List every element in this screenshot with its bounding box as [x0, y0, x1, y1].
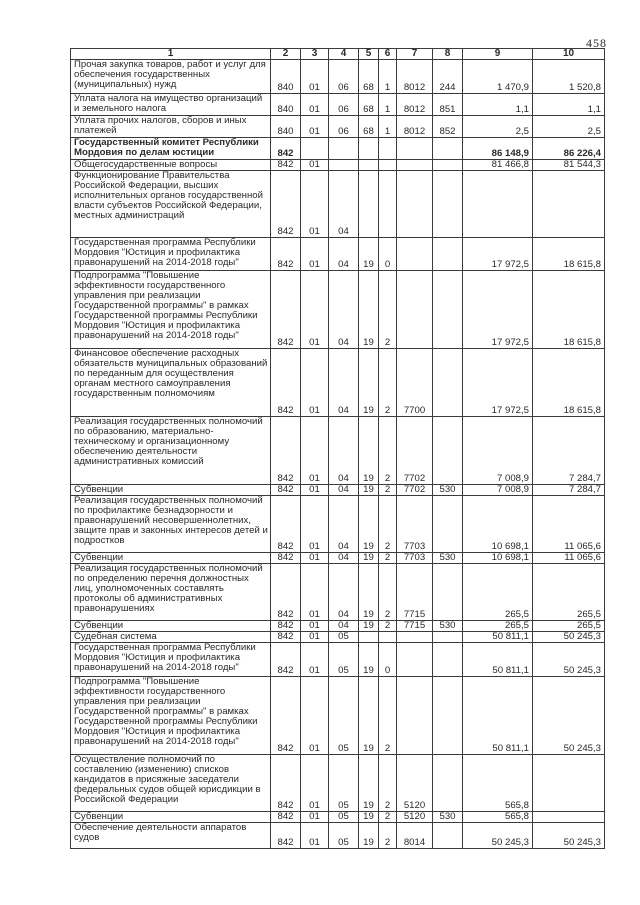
amount-col-10-cell [533, 755, 605, 812]
code-col-3-cell: 01 [301, 621, 329, 632]
code-col-4-cell: 05 [329, 632, 359, 643]
amount-col-9-cell: 50 811,1 [463, 632, 533, 643]
code-col-7-cell [397, 160, 433, 171]
row-name-cell: Реализация государственных полномочий по определению перечня должностных лиц, уполномоченных составлять протоколы об административных правонарушениях [71, 564, 271, 621]
row-name-cell: Общегосударственные вопросы [71, 160, 271, 171]
code-col-6-cell: 2 [379, 271, 397, 349]
code-col-4-cell: 06 [329, 94, 359, 116]
amount-col-10-cell: 50 245,3 [533, 632, 605, 643]
amount-col-9-cell: 2,5 [463, 116, 533, 138]
budget-table [70, 48, 605, 849]
amount-col-9-cell [463, 171, 533, 238]
code-col-8-cell: 530 [433, 621, 463, 632]
code-col-2-cell: 842 [271, 553, 301, 564]
code-col-7-cell: 7700 [397, 349, 433, 417]
table-row [71, 171, 605, 238]
code-col-5-cell: 19 [359, 349, 379, 417]
code-col-3-cell: 01 [301, 171, 329, 238]
table-body [71, 60, 605, 849]
code-col-7-cell: 5120 [397, 812, 433, 823]
code-col-7-cell: 7703 [397, 553, 433, 564]
code-col-2-cell: 842 [271, 564, 301, 621]
code-col-3-cell: 01 [301, 271, 329, 349]
code-col-5-cell [359, 138, 379, 160]
code-col-4-cell: 05 [329, 677, 359, 755]
code-col-8-cell: 851 [433, 94, 463, 116]
amount-col-10-cell: 265,5 [533, 564, 605, 621]
code-col-6-cell: 0 [379, 643, 397, 677]
amount-col-9-cell: 50 811,1 [463, 643, 533, 677]
code-col-5-cell: 19 [359, 485, 379, 496]
code-col-3-cell: 01 [301, 160, 329, 171]
header-col-2: 2 [271, 49, 301, 60]
table-row [71, 116, 605, 138]
header-row [71, 49, 605, 60]
code-col-2-cell: 842 [271, 496, 301, 553]
code-col-5-cell: 19 [359, 553, 379, 564]
code-col-6-cell: 2 [379, 823, 397, 849]
code-col-6-cell: 2 [379, 349, 397, 417]
row-name-cell: Субвенции [71, 485, 271, 496]
code-col-3-cell: 01 [301, 677, 329, 755]
code-col-2-cell: 842 [271, 643, 301, 677]
code-col-8-cell [433, 823, 463, 849]
code-col-4-cell [329, 160, 359, 171]
code-col-8-cell [433, 160, 463, 171]
table-row [71, 138, 605, 160]
code-col-7-cell: 8014 [397, 823, 433, 849]
code-col-3-cell: 01 [301, 632, 329, 643]
code-col-2-cell: 842 [271, 485, 301, 496]
code-col-8-cell [433, 138, 463, 160]
amount-col-9-cell: 81 466,8 [463, 160, 533, 171]
code-col-4-cell: 05 [329, 812, 359, 823]
code-col-4-cell: 04 [329, 621, 359, 632]
code-col-5-cell: 19 [359, 677, 379, 755]
code-col-2-cell: 840 [271, 94, 301, 116]
code-col-7-cell [397, 643, 433, 677]
table-row [71, 755, 605, 812]
amount-col-9-cell: 1 470,9 [463, 60, 533, 94]
amount-col-9-cell: 17 972,5 [463, 238, 533, 271]
amount-col-10-cell: 265,5 [533, 621, 605, 632]
amount-col-10-cell [533, 812, 605, 823]
amount-col-10-cell: 18 615,8 [533, 349, 605, 417]
code-col-5-cell: 19 [359, 643, 379, 677]
code-col-6-cell: 0 [379, 238, 397, 271]
code-col-4-cell: 04 [329, 417, 359, 485]
code-col-3-cell: 01 [301, 116, 329, 138]
row-name-cell: Субвенции [71, 553, 271, 564]
code-col-7-cell: 8012 [397, 94, 433, 116]
code-col-5-cell: 19 [359, 755, 379, 812]
amount-col-9-cell: 50 245,3 [463, 823, 533, 849]
row-name-cell: Государственная программа Республики Мордовия "Юстиция и профилактика правонарушений на 2014-2018 годы" [71, 643, 271, 677]
code-col-3-cell [301, 138, 329, 160]
code-col-6-cell: 2 [379, 485, 397, 496]
code-col-2-cell: 842 [271, 632, 301, 643]
code-col-8-cell: 530 [433, 485, 463, 496]
row-name-cell: Государственный комитет Республики Мордовия по делам юстиции [71, 138, 271, 160]
table-row [71, 632, 605, 643]
code-col-6-cell: 1 [379, 116, 397, 138]
code-col-4-cell: 04 [329, 485, 359, 496]
header-col-7: 7 [397, 49, 433, 60]
amount-col-10-cell: 1,1 [533, 94, 605, 116]
code-col-5-cell: 19 [359, 271, 379, 349]
amount-col-10-cell [533, 171, 605, 238]
code-col-8-cell: 852 [433, 116, 463, 138]
amount-col-10-cell: 1 520,8 [533, 60, 605, 94]
amount-col-9-cell: 86 148,9 [463, 138, 533, 160]
amount-col-9-cell: 7 008,9 [463, 485, 533, 496]
amount-col-9-cell: 565,8 [463, 755, 533, 812]
amount-col-10-cell: 11 065,6 [533, 496, 605, 553]
code-col-7-cell [397, 632, 433, 643]
code-col-3-cell: 01 [301, 60, 329, 94]
code-col-7-cell [397, 271, 433, 349]
code-col-7-cell [397, 171, 433, 238]
table-row [71, 553, 605, 564]
code-col-3-cell: 01 [301, 417, 329, 485]
header-col-8: 8 [433, 49, 463, 60]
code-col-2-cell: 842 [271, 138, 301, 160]
code-col-3-cell: 01 [301, 755, 329, 812]
code-col-6-cell [379, 632, 397, 643]
code-col-2-cell: 842 [271, 755, 301, 812]
code-col-5-cell [359, 632, 379, 643]
code-col-4-cell: 04 [329, 349, 359, 417]
code-col-7-cell [397, 238, 433, 271]
code-col-8-cell [433, 349, 463, 417]
code-col-2-cell: 842 [271, 621, 301, 632]
table-row [71, 823, 605, 849]
amount-col-10-cell: 11 065,6 [533, 553, 605, 564]
code-col-3-cell: 01 [301, 485, 329, 496]
row-name-cell: Реализация государственных полномочий по образованию, материально-техническому и организационному обеспечению деятельности административных комиссий [71, 417, 271, 485]
code-col-3-cell: 01 [301, 812, 329, 823]
table-row [71, 60, 605, 94]
code-col-7-cell: 7715 [397, 621, 433, 632]
code-col-6-cell: 1 [379, 60, 397, 94]
table-row [71, 677, 605, 755]
code-col-6-cell: 2 [379, 553, 397, 564]
code-col-7-cell: 7702 [397, 485, 433, 496]
code-col-6-cell [379, 138, 397, 160]
amount-col-10-cell: 7 284,7 [533, 485, 605, 496]
table-row [71, 349, 605, 417]
code-col-3-cell: 01 [301, 564, 329, 621]
amount-col-9-cell: 565,8 [463, 812, 533, 823]
code-col-5-cell: 19 [359, 238, 379, 271]
header-col-3: 3 [301, 49, 329, 60]
code-col-8-cell [433, 496, 463, 553]
code-col-4-cell: 06 [329, 60, 359, 94]
row-name-cell: Прочая закупка товаров, работ и услуг для обеспечения государственных (муниципальных) нужд [71, 60, 271, 94]
code-col-5-cell [359, 171, 379, 238]
row-name-cell: Обеспечение деятельности аппаратов судов [71, 823, 271, 849]
amount-col-9-cell: 17 972,5 [463, 271, 533, 349]
header-col-10: 10 [533, 49, 605, 60]
code-col-5-cell: 68 [359, 116, 379, 138]
amount-col-10-cell: 50 245,3 [533, 677, 605, 755]
row-name-cell: Реализация государственных полномочий по профилактике безнадзорности и правонарушений несовершеннолетних, защите прав и законных интересов детей и подростков [71, 496, 271, 553]
code-col-6-cell: 2 [379, 564, 397, 621]
table-row [71, 643, 605, 677]
code-col-5-cell: 68 [359, 94, 379, 116]
code-col-7-cell: 7715 [397, 564, 433, 621]
row-name-cell: Функционирование Правительства Российской Федерации, высших исполнительных органов государственной власти субъектов Российской Федерации, местных администраций [71, 171, 271, 238]
amount-col-10-cell: 81 544,3 [533, 160, 605, 171]
code-col-7-cell [397, 138, 433, 160]
code-col-2-cell: 842 [271, 349, 301, 417]
amount-col-10-cell: 2,5 [533, 116, 605, 138]
code-col-2-cell: 842 [271, 238, 301, 271]
header-col-9: 9 [463, 49, 533, 60]
code-col-5-cell: 19 [359, 564, 379, 621]
code-col-4-cell: 04 [329, 171, 359, 238]
amount-col-10-cell: 50 245,3 [533, 643, 605, 677]
table-row [71, 417, 605, 485]
code-col-8-cell: 530 [433, 553, 463, 564]
code-col-7-cell: 7702 [397, 417, 433, 485]
code-col-4-cell: 04 [329, 553, 359, 564]
code-col-6-cell: 1 [379, 94, 397, 116]
code-col-2-cell: 842 [271, 417, 301, 485]
code-col-2-cell: 842 [271, 823, 301, 849]
row-name-cell: Подпрограмма "Повышение эффективности государственного управления при реализации Государственной программы" в рамках Государственной программы Республики Мордовия "Юстиция и профилактика правонарушений на 2014-2018 годы" [71, 271, 271, 349]
code-col-6-cell: 2 [379, 812, 397, 823]
table-row [71, 496, 605, 553]
amount-col-9-cell: 7 008,9 [463, 417, 533, 485]
code-col-4-cell: 04 [329, 238, 359, 271]
code-col-6-cell: 2 [379, 677, 397, 755]
code-col-2-cell: 840 [271, 116, 301, 138]
table-row [71, 94, 605, 116]
row-name-cell: Субвенции [71, 621, 271, 632]
code-col-6-cell: 2 [379, 755, 397, 812]
amount-col-10-cell: 18 615,8 [533, 271, 605, 349]
code-col-4-cell: 05 [329, 643, 359, 677]
amount-col-10-cell: 18 615,8 [533, 238, 605, 271]
header-col-4: 4 [329, 49, 359, 60]
code-col-5-cell [359, 160, 379, 171]
amount-col-10-cell: 7 284,7 [533, 417, 605, 485]
code-col-3-cell: 01 [301, 823, 329, 849]
code-col-2-cell: 842 [271, 677, 301, 755]
code-col-8-cell [433, 755, 463, 812]
code-col-5-cell: 68 [359, 60, 379, 94]
code-col-8-cell [433, 171, 463, 238]
code-col-3-cell: 01 [301, 349, 329, 417]
code-col-4-cell: 04 [329, 496, 359, 553]
table-row [71, 485, 605, 496]
amount-col-9-cell: 265,5 [463, 564, 533, 621]
amount-col-9-cell: 265,5 [463, 621, 533, 632]
amount-col-10-cell: 50 245,3 [533, 823, 605, 849]
code-col-4-cell: 06 [329, 116, 359, 138]
code-col-8-cell [433, 417, 463, 485]
code-col-8-cell [433, 238, 463, 271]
code-col-6-cell: 2 [379, 496, 397, 553]
table-row [71, 564, 605, 621]
code-col-4-cell [329, 138, 359, 160]
page-number: 458 [586, 36, 607, 50]
row-name-cell: Уплата налога на имущество организаций и земельного налога [71, 94, 271, 116]
table-row [71, 271, 605, 349]
code-col-5-cell: 19 [359, 417, 379, 485]
amount-col-9-cell: 10 698,1 [463, 496, 533, 553]
code-col-4-cell: 04 [329, 271, 359, 349]
code-col-5-cell: 19 [359, 496, 379, 553]
code-col-4-cell: 04 [329, 564, 359, 621]
code-col-8-cell [433, 564, 463, 621]
row-name-cell: Подпрограмма "Повышение эффективности государственного управления при реализации Государственной программы" в рамках Государственной программы Республики Мордовия "Юстиция и профилактика правонарушений на 2014-2018 годы" [71, 677, 271, 755]
code-col-7-cell: 8012 [397, 60, 433, 94]
code-col-4-cell: 05 [329, 755, 359, 812]
code-col-7-cell: 7703 [397, 496, 433, 553]
code-col-2-cell: 842 [271, 812, 301, 823]
header-col-1: 1 [71, 49, 271, 60]
amount-col-9-cell: 10 698,1 [463, 553, 533, 564]
code-col-5-cell: 19 [359, 812, 379, 823]
code-col-8-cell [433, 632, 463, 643]
row-name-cell: Государственная программа Республики Мордовия "Юстиция и профилактика правонарушений на 2014-2018 годы" [71, 238, 271, 271]
header-col-5: 5 [359, 49, 379, 60]
code-col-8-cell [433, 271, 463, 349]
code-col-7-cell [397, 677, 433, 755]
row-name-cell: Уплата прочих налогов, сборов и иных платежей [71, 116, 271, 138]
amount-col-10-cell: 86 226,4 [533, 138, 605, 160]
code-col-2-cell: 840 [271, 60, 301, 94]
code-col-2-cell: 842 [271, 271, 301, 349]
table-row [71, 621, 605, 632]
code-col-2-cell: 842 [271, 160, 301, 171]
amount-col-9-cell: 17 972,5 [463, 349, 533, 417]
code-col-3-cell: 01 [301, 496, 329, 553]
table-row [71, 812, 605, 823]
code-col-6-cell [379, 171, 397, 238]
code-col-6-cell: 2 [379, 417, 397, 485]
code-col-3-cell: 01 [301, 238, 329, 271]
header-col-6: 6 [379, 49, 397, 60]
code-col-7-cell: 5120 [397, 755, 433, 812]
table-row [71, 160, 605, 171]
code-col-8-cell: 530 [433, 812, 463, 823]
code-col-3-cell: 01 [301, 94, 329, 116]
code-col-3-cell: 01 [301, 553, 329, 564]
code-col-5-cell: 19 [359, 621, 379, 632]
amount-col-9-cell: 50 811,1 [463, 677, 533, 755]
amount-col-9-cell: 1,1 [463, 94, 533, 116]
code-col-5-cell: 19 [359, 823, 379, 849]
row-name-cell: Субвенции [71, 812, 271, 823]
row-name-cell: Осуществление полномочий по составлению (изменению) списков кандидатов в присяжные заседатели федеральных судов общей юрисдикции в Российской Федерации [71, 755, 271, 812]
code-col-7-cell: 8012 [397, 116, 433, 138]
code-col-6-cell [379, 160, 397, 171]
row-name-cell: Финансовое обеспечение расходных обязательств муниципальных образований по переданным для осуществления органам местного самоуправления государственным полномочиям [71, 349, 271, 417]
table-row [71, 238, 605, 271]
code-col-4-cell: 05 [329, 823, 359, 849]
code-col-8-cell [433, 643, 463, 677]
row-name-cell: Судебная система [71, 632, 271, 643]
code-col-2-cell: 842 [271, 171, 301, 238]
code-col-3-cell: 01 [301, 643, 329, 677]
code-col-8-cell: 244 [433, 60, 463, 94]
code-col-6-cell: 2 [379, 621, 397, 632]
code-col-8-cell [433, 677, 463, 755]
